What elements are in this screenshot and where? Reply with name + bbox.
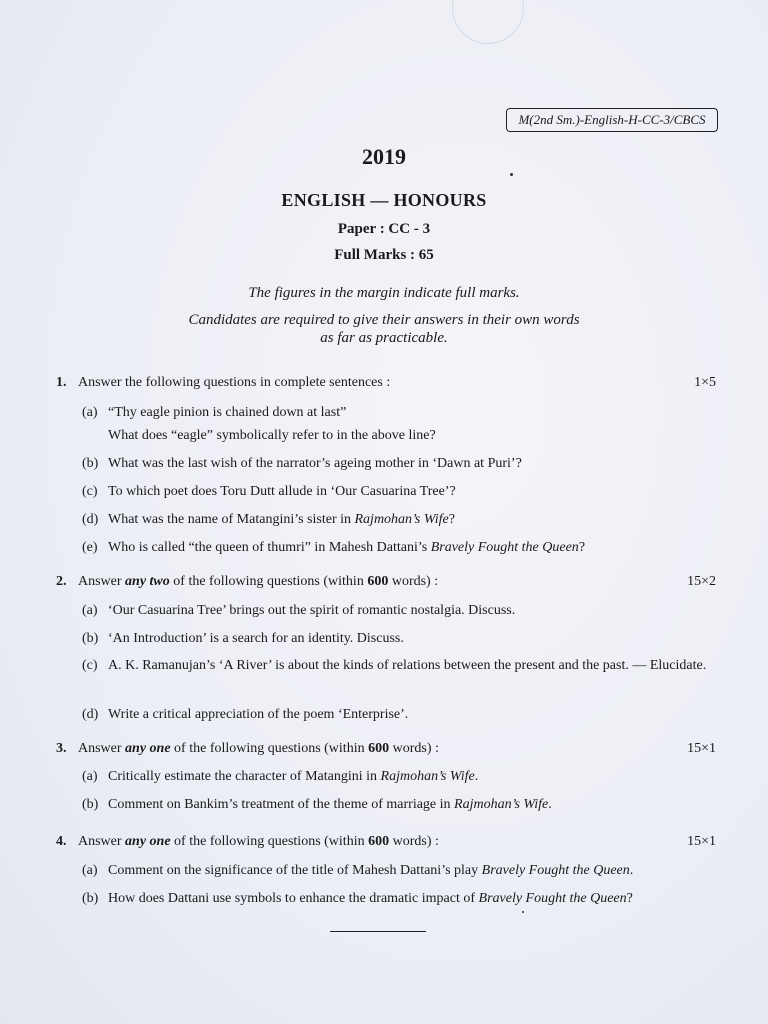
question-text: words) : <box>389 741 439 756</box>
question-2c <box>82 656 722 676</box>
item-text: Comment on Bankim’s treatment of the theme of marriage in <box>108 797 455 812</box>
question-text: Answer <box>78 741 126 756</box>
question-3a <box>82 765 722 788</box>
item-label: (b) <box>82 891 99 906</box>
item-text: What does “eagle” symbolically refer to in the above line? <box>108 428 436 443</box>
question-number: 2. <box>56 574 67 589</box>
question-text: Answer <box>78 834 126 849</box>
question-3b <box>82 793 722 816</box>
question-number: 1. <box>56 375 67 390</box>
item-label: (b) <box>82 631 99 646</box>
item-text: What was the last wish of the narrator’s ageing mother in ‘Dawn at Puri’? <box>108 456 522 471</box>
exam-year: 2019 <box>362 144 406 169</box>
item-text: Who is called “the queen of thumri” in Mahesh Dattani’s <box>108 540 431 555</box>
question-4b <box>82 887 722 910</box>
question-marks: 15×2 <box>687 574 716 589</box>
item-quote: “Thy eagle pinion is chained down at last” <box>108 405 347 420</box>
item-label: (c) <box>82 658 98 673</box>
item-label: (b) <box>82 797 99 812</box>
question-text: Answer <box>78 574 126 589</box>
question-marks: 1×5 <box>694 375 716 390</box>
item-label: (a) <box>82 863 98 878</box>
question-1a <box>82 401 722 447</box>
instruction-line-1: The figures in the margin indicate full marks. <box>248 285 520 301</box>
question-number: 4. <box>56 834 67 849</box>
question-1d <box>82 508 722 531</box>
subject-title: ENGLISH — HONOURS <box>281 190 487 210</box>
item-text: How does Dattani use symbols to enhance the dramatic impact of <box>108 891 479 906</box>
item-label: (a) <box>82 405 98 420</box>
question-2-heading <box>56 574 716 590</box>
item-label: (b) <box>82 456 99 471</box>
work-title: Bravely Fought the Queen <box>481 863 630 878</box>
paper-number: Paper : CC - 3 <box>337 221 431 237</box>
item-text: Comment on the significance of the title of Mahesh Dattani’s play <box>108 863 482 878</box>
item-punct: . <box>474 769 479 784</box>
item-text: Write a critical appreciation of the poem ‘Enterprise’. <box>108 707 409 722</box>
work-title: Bravely Fought the Queen <box>430 540 579 555</box>
work-title: Rajmohan’s Wife <box>454 797 549 812</box>
item-punct: ? <box>626 891 633 906</box>
question-emphasis: any one <box>125 834 171 849</box>
question-number: 3. <box>56 741 67 756</box>
question-1c <box>82 480 722 503</box>
item-punct: ? <box>448 512 455 527</box>
question-2b <box>82 627 722 650</box>
ink-dot <box>510 173 513 176</box>
item-label: (a) <box>82 603 98 618</box>
work-title: Rajmohan’s Wife <box>354 512 449 527</box>
question-3-heading <box>56 741 716 757</box>
item-text: What was the name of Matangini’s sister in <box>108 512 355 527</box>
question-emphasis: any one <box>125 741 171 756</box>
punch-hole-mark <box>452 0 524 44</box>
instruction-line-2: Candidates are required to give their answers in their own words <box>188 312 580 328</box>
question-2a <box>82 599 722 622</box>
question-marks: 15×1 <box>687 834 716 849</box>
question-1-heading <box>56 375 716 391</box>
item-punct: . <box>548 797 552 812</box>
work-title: Bravely Fought the Queen <box>478 891 627 906</box>
item-text: ‘An Introduction’ is a search for an identity. Discuss. <box>108 631 404 646</box>
item-text: A. K. Ramanujan’s ‘A River’ is about the kinds of relations between the present and the past. — Elucidate. <box>108 658 707 673</box>
item-punct: . <box>629 863 634 878</box>
question-text: of the following questions (within <box>169 574 368 589</box>
question-2d <box>82 703 722 726</box>
item-label: (e) <box>82 540 98 555</box>
word-limit: 600 <box>367 574 389 589</box>
item-text: Critically estimate the character of Matangini in <box>108 769 381 784</box>
question-text: words) : <box>389 834 439 849</box>
question-marks: 15×1 <box>687 741 716 756</box>
ink-dot <box>522 911 524 913</box>
item-label: (d) <box>82 707 99 722</box>
item-punct: ? <box>578 540 586 555</box>
question-1b <box>82 452 722 475</box>
word-limit: 600 <box>368 834 390 849</box>
item-text: To which poet does Toru Dutt allude in ‘Our Casuarina Tree’? <box>108 484 456 499</box>
word-limit: 600 <box>368 741 390 756</box>
question-4a <box>82 859 722 882</box>
item-label: (d) <box>82 512 99 527</box>
instruction-line-3: as far as practicable. <box>320 330 448 346</box>
paper-code-box: M(2nd Sm.)-English-H-CC-3/CBCS <box>506 108 718 132</box>
question-text: of the following questions (within <box>170 741 369 756</box>
item-text: ‘Our Casuarina Tree’ brings out the spirit of romantic nostalgia. Discuss. <box>108 603 516 618</box>
item-label: (a) <box>82 769 98 784</box>
full-marks: Full Marks : 65 <box>334 247 434 263</box>
question-4-heading <box>56 834 716 850</box>
question-1e <box>82 536 722 559</box>
question-text: Answer the following questions in complete sentences : <box>78 375 391 390</box>
question-text: words) : <box>388 574 439 589</box>
item-label: (c) <box>82 484 98 499</box>
work-title: Rajmohan’s Wife <box>380 769 475 784</box>
question-emphasis: any two <box>125 574 170 589</box>
end-rule <box>330 931 426 932</box>
question-text: of the following questions (within <box>170 834 369 849</box>
